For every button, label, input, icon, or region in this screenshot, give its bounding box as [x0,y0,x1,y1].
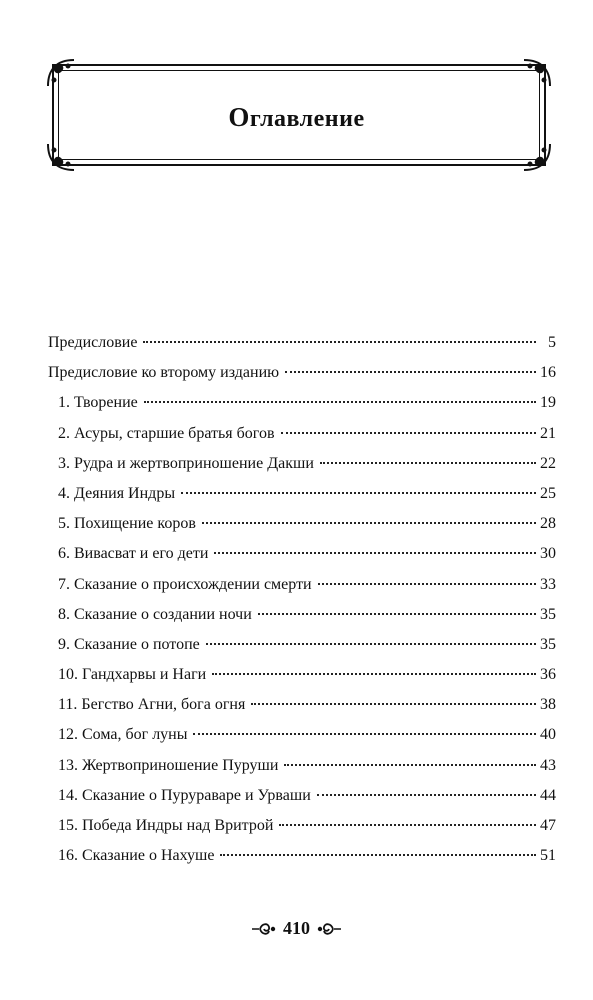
toc-entry[interactable] [48,757,556,787]
toc-entry[interactable] [48,576,556,606]
dot-leader [143,341,536,343]
toc-entry-title: Предисловие ко второму изданию [48,364,280,382]
toc-entry[interactable] [48,455,556,485]
toc-entry[interactable] [48,334,556,364]
flourish-corner-icon [522,58,552,88]
page-footer [0,918,593,939]
toc-entry-page-number: 38 [540,696,556,714]
toc-entry[interactable] [48,606,556,636]
dot-leader [220,854,536,856]
page-title [0,102,593,133]
toc-entry-title: 1. Творение [58,394,138,412]
flourish-corner-icon [522,142,552,172]
dot-leader [251,703,536,705]
dot-leader [320,462,536,464]
toc-entry[interactable] [48,666,556,696]
flourish-corner-icon [46,142,76,172]
toc-entry-title: 12. Сома, бог луны [58,726,188,744]
dot-leader [206,643,536,645]
dot-leader [144,401,536,403]
dot-leader [181,492,536,494]
flourish-corner-icon [46,58,76,88]
toc-entry-page-number: 43 [540,756,556,774]
toc-entry-title: 8. Сказание о создании ночи [58,605,252,623]
toc-entry[interactable] [48,364,556,394]
toc-entry-page-number: 25 [540,484,556,502]
toc-entry[interactable] [48,817,556,847]
toc-entry-page-number: 28 [540,515,556,533]
floral-ornament-icon [251,922,277,936]
toc-entry-title: 13. Жертвоприношение Пуруши [58,756,279,774]
dot-leader [279,824,536,826]
toc-entry-page-number: 21 [540,424,556,442]
toc-entry-page-number: 47 [540,817,556,834]
toc-entry-title: 9. Сказание о потопе [58,635,200,653]
dot-leader [214,552,536,554]
title-rest: главление [249,106,365,132]
dot-leader [285,371,536,373]
toc-entry-page-number: 22 [540,454,556,472]
page-number: 410 [283,918,310,938]
toc-entry-title: 11. Бегство Агни, бога огня [58,696,246,714]
toc-entry-page-number: 35 [540,605,556,623]
toc-entry[interactable] [48,636,556,666]
title-first-letter: О [228,102,250,132]
toc-entry[interactable] [48,545,556,575]
toc-entry-page-number: 40 [540,726,556,744]
toc-entry[interactable] [48,847,556,877]
dot-leader [281,432,536,434]
toc-entry-title: 6. Вивасват и его дети [58,545,209,563]
toc-entry[interactable] [48,787,556,817]
toc-entry-title: 4. Деяния Индры [58,484,176,502]
toc-entry-title: 3. Рудра и жертвоприношение Дакши [58,454,314,472]
dot-leader [212,673,536,675]
toc-entry[interactable] [48,515,556,545]
toc-entry-title: 16. Сказание о Нахуше [58,847,215,865]
toc-entry-title: 7. Сказание о происхождении смерти [58,575,312,593]
dot-leader [318,583,536,585]
toc-entry-page-number: 19 [540,394,556,412]
toc-entry-title: 2. Асуры, старшие братья богов [58,424,275,442]
toc-entry-title: 5. Похищение коров [58,515,196,533]
toc-entry[interactable] [48,696,556,726]
dot-leader [202,522,536,524]
dot-leader [284,764,536,766]
toc-entry[interactable] [48,394,556,424]
toc-entry-page-number: 16 [540,364,556,382]
toc-entry-page-number: 36 [540,666,556,684]
toc-entry-page-number: 5 [548,334,556,351]
toc-entry-page-number: 35 [540,635,556,653]
toc-entry-title: 10. Гандхарвы и Наги [58,666,207,684]
dot-leader [258,613,536,615]
toc-entry-page-number: 44 [540,786,556,804]
toc-entry-title: Предисловие [48,334,138,351]
toc-entry-title: 14. Сказание о Пурураваре и Урваши [58,786,311,804]
dot-leader [193,733,536,735]
toc-entry[interactable] [48,425,556,455]
floral-ornament-icon [316,922,342,936]
table-of-contents [48,334,556,877]
toc-entry-page-number: 33 [540,575,556,593]
toc-entry[interactable] [48,726,556,756]
toc-entry-page-number: 51 [540,847,556,865]
toc-entry[interactable] [48,485,556,515]
dot-leader [317,794,536,796]
toc-entry-title: 15. Победа Индры над Вритрой [58,817,274,834]
toc-entry-page-number: 30 [540,545,556,563]
